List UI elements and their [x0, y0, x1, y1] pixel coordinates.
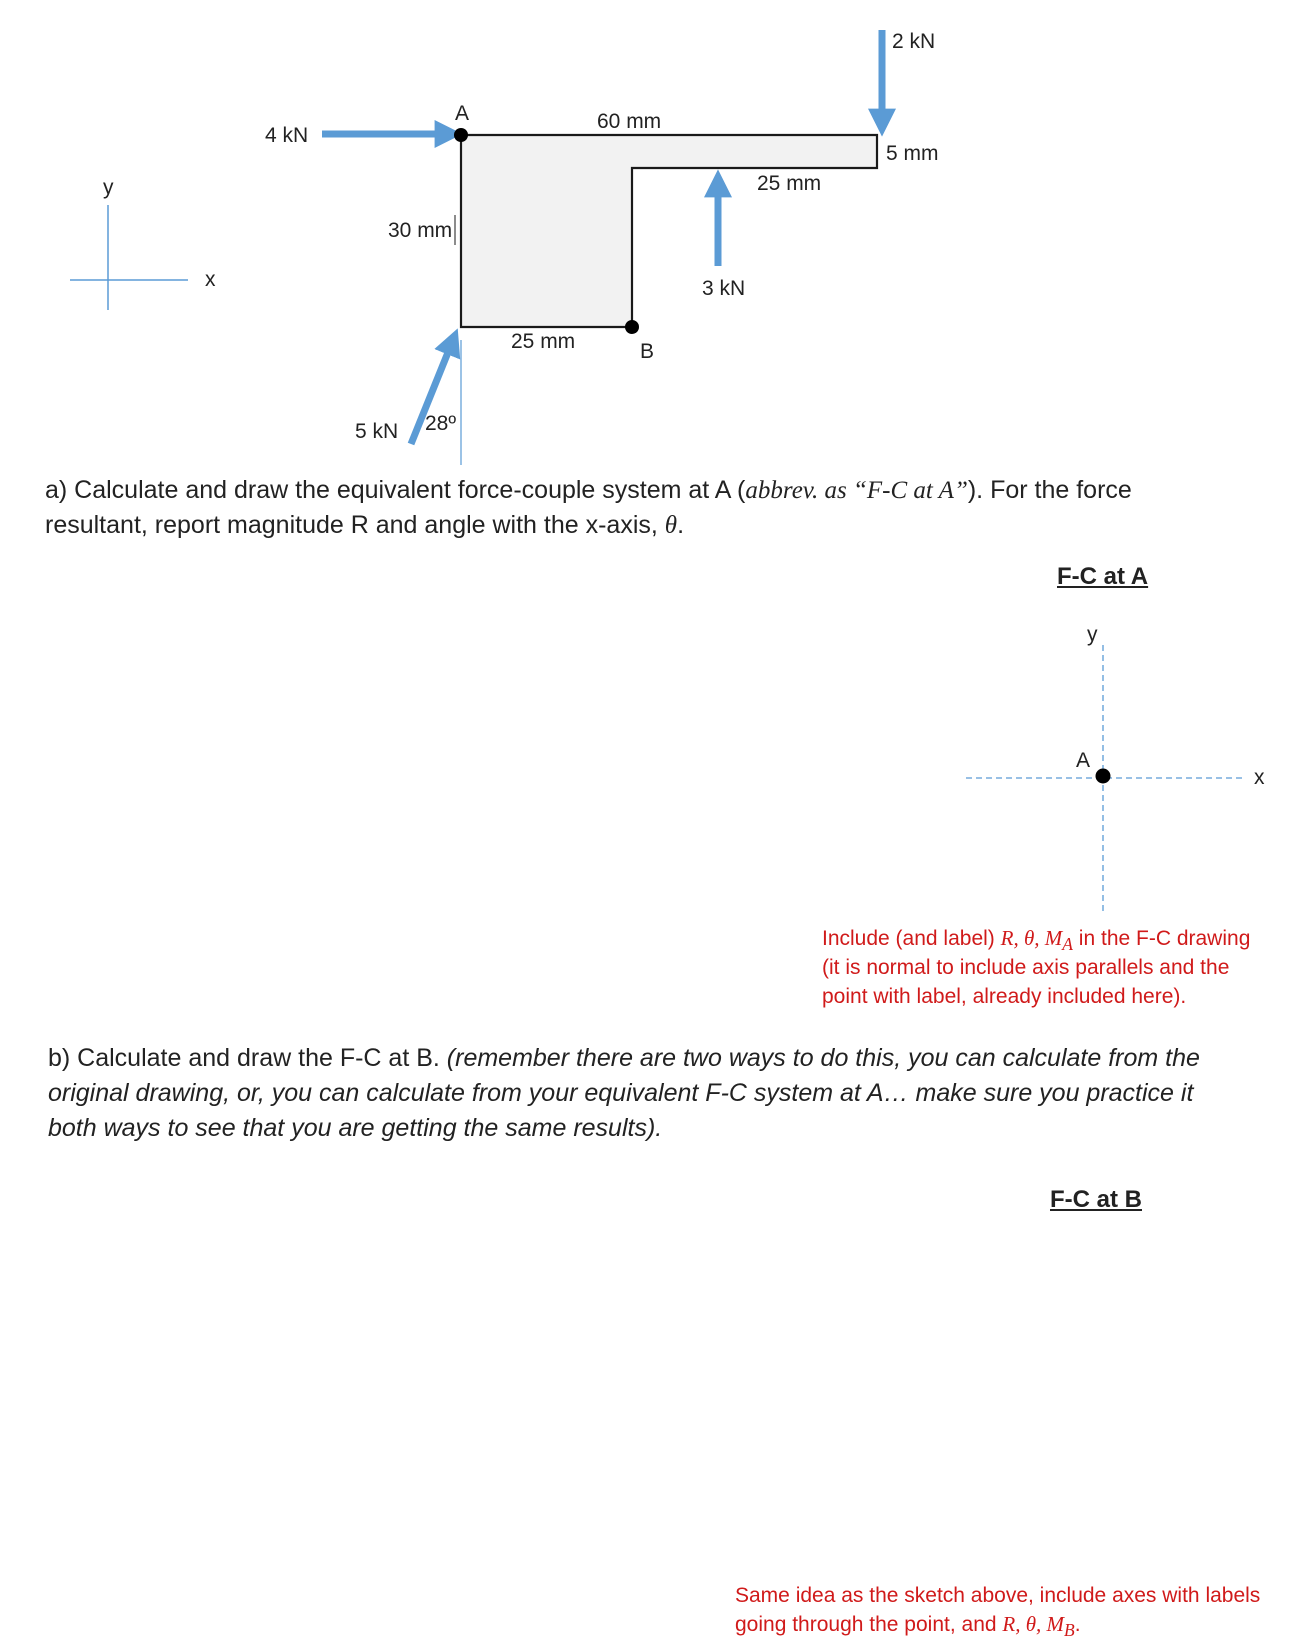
force-5kn-label: 5 kN — [355, 420, 399, 443]
part-b-question-line3: both ways to see that you are getting the same results). — [48, 1114, 663, 1142]
dim-5mm-label: 5 mm — [886, 142, 939, 165]
dim-30mm-label: 30 mm — [388, 219, 453, 242]
point-a-dot — [454, 128, 468, 142]
l-shaped-body — [461, 135, 877, 327]
fc-b-heading: F-C at B — [1050, 1186, 1142, 1213]
fc-a-point-label: A — [1076, 749, 1091, 772]
fc-a-note-line3: point with label, already included here). — [822, 985, 1187, 1008]
part-a-line2-end: . — [677, 511, 685, 539]
part-a-line1-prefix: a) Calculate and draw the equivalent force-couple system at A ( — [45, 476, 746, 504]
fc-b-note-syms: R, θ, M — [1002, 1612, 1065, 1636]
fc-a-note-line2: (it is normal to include axis parallels and the — [822, 956, 1230, 979]
point-b-label: B — [640, 340, 655, 363]
part-a-line1-abbrev: abbrev. as “F-C at A” — [745, 477, 968, 504]
point-b-dot — [625, 320, 639, 334]
fc-b-note-line1: Same idea as the sketch above, include axes with labels — [735, 1584, 1261, 1607]
fc-a-note-prefix: Include (and label) — [822, 927, 1001, 950]
fc-a-note-syms: R, θ, M — [1000, 926, 1063, 950]
part-b-line1-normal: b) Calculate and draw the F-C at B. — [48, 1044, 447, 1072]
fc-a-heading: F-C at A — [1057, 563, 1149, 590]
point-a-label: A — [455, 102, 470, 125]
fc-a-note-suffix: in the F-C drawing — [1072, 927, 1251, 950]
reference-axes — [70, 205, 188, 310]
force-2kn-label: 2 kN — [892, 30, 936, 53]
part-a-question-line1 — [45, 476, 1132, 505]
fc-a-x-label: x — [1254, 766, 1265, 789]
fc-b-note-sub: B — [1064, 1620, 1075, 1641]
axis-x-label: x — [205, 268, 216, 291]
dim-25mm-top-label: 25 mm — [757, 172, 822, 195]
fc-b-note-line2 — [735, 1610, 1081, 1645]
force-4kn-label: 4 kN — [265, 124, 309, 147]
fc-b-note-end: . — [1074, 1613, 1081, 1636]
fc-a-point-dot — [1096, 769, 1111, 784]
fc-b-note-prefix: going through the point, and — [735, 1613, 1003, 1636]
dim-60mm-label: 60 mm — [597, 110, 662, 133]
part-a-line2-prefix: resultant, report magnitude R and angle with the x-axis, — [45, 511, 665, 539]
part-b-question-line1 — [48, 1044, 1200, 1073]
part-a-line2-theta: θ — [664, 512, 678, 539]
force-3kn-label: 3 kN — [702, 277, 746, 300]
fc-a-note-sub: A — [1062, 934, 1073, 955]
angle-28-label: 28º — [425, 412, 457, 435]
part-a-question-line2 — [45, 511, 684, 540]
part-a-line1-suffix: ). For the force — [967, 476, 1132, 504]
axis-y-label: y — [103, 176, 114, 199]
fc-a-y-label: y — [1087, 623, 1098, 646]
part-b-question-line2: original drawing, or, you can calculate from your equivalent F-C system at A… make sure you practice it — [48, 1079, 1194, 1107]
dim-25mm-bottom-label: 25 mm — [511, 330, 576, 353]
part-b-line1-italic: (remember there are two ways to do this, you can calculate from the — [446, 1044, 1200, 1072]
